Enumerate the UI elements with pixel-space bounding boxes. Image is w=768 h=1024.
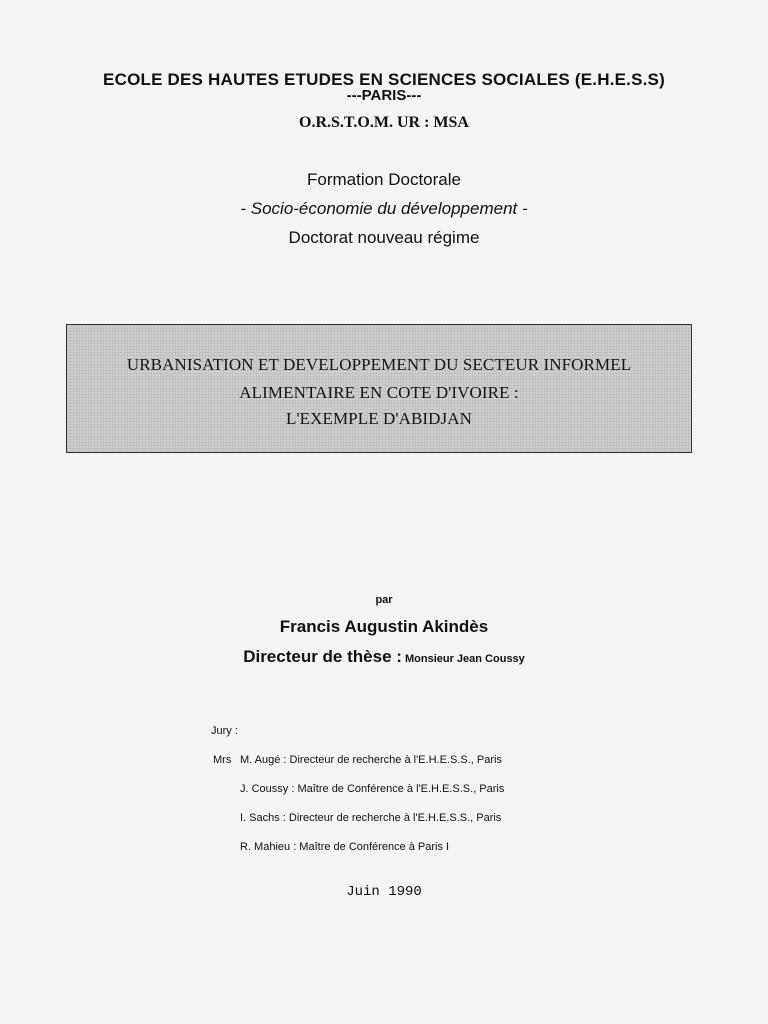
speciality-label: - Socio-économie du développement - [240,199,528,218]
jury-member: J. Coussy : Maître de Conférence à l'E.H.E.S.S., Paris [240,783,505,795]
jury-prefix: Mrs [213,754,232,766]
director-name: Monsieur Jean Coussy [401,653,525,665]
thesis-title-line-2: ALIMENTAIRE EN COTE D'IVOIRE : [239,383,519,402]
formation-label: Formation Doctorale [306,170,461,189]
defense-date: Juin 1990 [346,884,422,900]
author-name: Francis Augustin Akindès [279,617,489,636]
institution-name: ECOLE DES HAUTES ETUDES EN SCIENCES SOCIALES (E.H.E.S.S) [103,70,665,89]
jury-heading: Jury : [211,725,238,737]
regime-label: Doctorat nouveau régime [288,228,480,247]
thesis-title-line-1: URBANISATION ET DEVELOPPEMENT DU SECTEUR INFORMEL [126,355,632,374]
thesis-title-line-3: L'EXEMPLE D'ABIDJAN [285,409,473,428]
director-label: Directeur de thèse : [243,647,402,666]
jury-member: M. Augé : Directeur de recherche à l'E.H.E.S.S., Paris [240,754,502,766]
orstom-line: O.R.S.T.O.M. UR : MSA [299,114,469,131]
city-name: ---PARIS--- [346,87,422,104]
jury-member: R. Mahieu : Maître de Conférence à Paris I [240,841,450,853]
jury-member: I. Sachs : Directeur de recherche à l'E.H.E.S.S., Paris [240,812,502,824]
by-label: par [375,594,393,606]
